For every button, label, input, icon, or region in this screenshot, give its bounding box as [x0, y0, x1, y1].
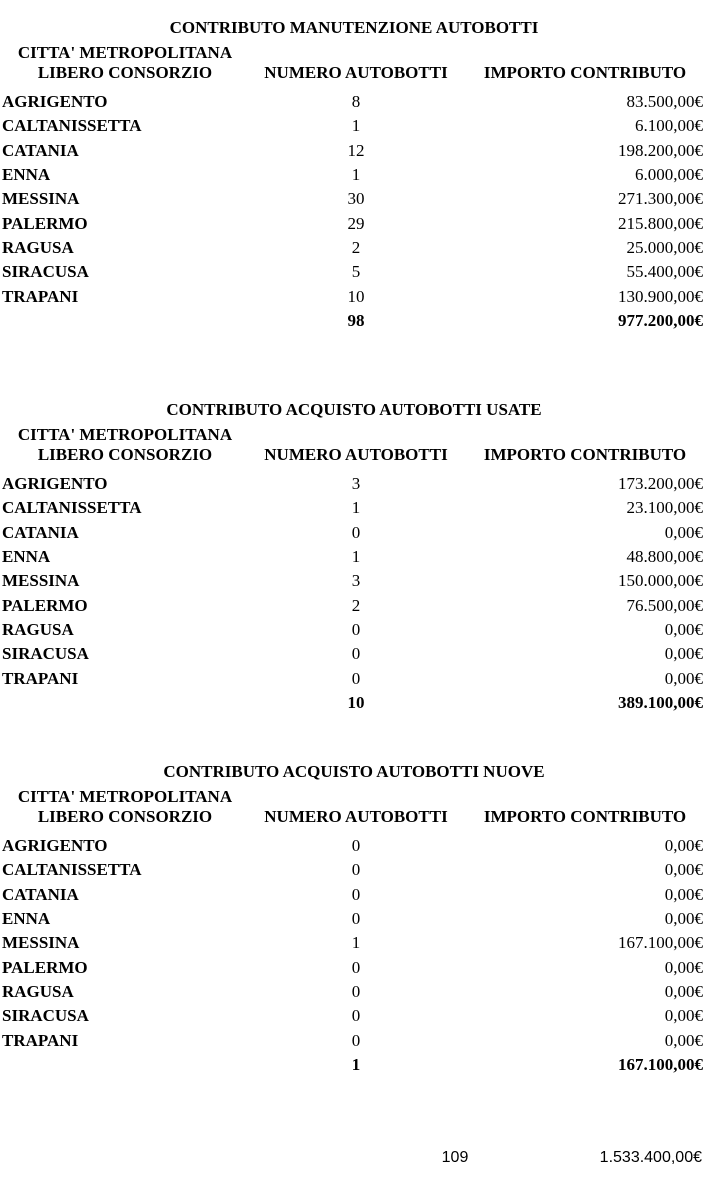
table-row	[0, 569, 708, 593]
row-amount-value: 0,00€	[664, 836, 703, 855]
row-city-label: CALTANISSETTA	[2, 116, 142, 136]
row-number-value: 0	[351, 981, 361, 1001]
row-city-label: SIRACUSA	[2, 262, 89, 282]
table-row	[0, 260, 708, 284]
total-amount-value: 389.100,00€	[618, 692, 703, 712]
row-amount-value: 0,00€	[664, 668, 703, 688]
table-row	[0, 187, 708, 211]
row-number-value: 0	[351, 522, 361, 542]
row-number-value: 3	[351, 474, 361, 493]
table-row	[0, 834, 708, 858]
table-body	[0, 90, 708, 333]
table-header-row	[0, 425, 708, 465]
row-city-label: MESSINA	[2, 571, 80, 591]
row-number-value: 0	[351, 644, 361, 664]
table-body	[0, 472, 708, 715]
row-city-label: PALERMO	[2, 957, 88, 977]
row-amount-value: 0,00€	[664, 981, 703, 1001]
table-row	[0, 139, 708, 163]
row-city-label: SIRACUSA	[2, 644, 89, 664]
row-amount-value: 25.000,00€	[626, 237, 703, 257]
table-header-row	[0, 787, 708, 827]
table-total-row	[0, 691, 708, 715]
column-header-entity-line2: LIBERO CONSORZIO	[37, 807, 213, 826]
row-number-value: 1	[351, 164, 361, 184]
total-amount-value: 167.100,00€	[618, 1054, 703, 1074]
row-number-value: 1	[351, 498, 361, 518]
table-row	[0, 931, 708, 955]
contribution-table	[0, 762, 708, 1077]
row-city-label: ENNA	[2, 908, 51, 928]
row-amount-value: 0,00€	[664, 644, 703, 664]
row-city-label: SIRACUSA	[2, 1006, 89, 1026]
row-amount-value: 173.200,00€	[618, 474, 703, 493]
row-number-value: 2	[351, 595, 361, 615]
row-city-label: TRAPANI	[2, 286, 79, 306]
total-row-spacer	[0, 1053, 250, 1077]
table-header-row	[0, 43, 708, 83]
table-row	[0, 114, 708, 138]
row-amount-value: 0,00€	[664, 884, 703, 904]
row-city-label: TRAPANI	[2, 668, 79, 688]
row-number-value: 1	[351, 546, 361, 566]
column-header-number: NUMERO AUTOBOTTI	[264, 63, 448, 82]
row-number-value: 5	[351, 262, 361, 282]
row-city-label: AGRIGENTO	[2, 92, 108, 111]
row-city-label: TRAPANI	[2, 1030, 79, 1050]
row-city-label: PALERMO	[2, 213, 88, 233]
row-amount-value: 0,00€	[664, 522, 703, 542]
row-city-label: CATANIA	[2, 140, 79, 160]
column-header-entity-line2: LIBERO CONSORZIO	[37, 63, 213, 82]
row-amount-value: 0,00€	[664, 908, 703, 928]
row-number-value: 0	[351, 884, 361, 904]
row-number-value: 3	[351, 571, 361, 591]
column-header-entity	[0, 787, 250, 827]
row-number-value: 0	[351, 860, 361, 880]
row-number-value: 1	[351, 116, 361, 136]
contribution-table	[0, 18, 708, 333]
row-city-label: ENNA	[2, 164, 51, 184]
table-row	[0, 594, 708, 618]
column-header-entity-line1: CITTA' METROPOLITANA	[17, 425, 233, 444]
row-amount-value: 150.000,00€	[618, 571, 703, 591]
row-number-value: 30	[347, 189, 365, 209]
table-row	[0, 1029, 708, 1053]
row-number-value: 0	[351, 957, 361, 977]
total-amount-value: 977.200,00€	[618, 310, 703, 330]
row-number-value: 10	[347, 286, 365, 306]
row-number-value: 0	[351, 1030, 361, 1050]
row-number-value: 0	[351, 668, 361, 688]
table-row	[0, 667, 708, 691]
row-amount-value: 271.300,00€	[618, 189, 703, 209]
table-row	[0, 285, 708, 309]
column-header-amount: IMPORTO CONTRIBUTO	[483, 807, 687, 826]
row-city-label: CALTANISSETTA	[2, 498, 142, 518]
row-amount-value: 0,00€	[664, 619, 703, 639]
row-number-value: 0	[351, 1006, 361, 1026]
table-row	[0, 883, 708, 907]
grand-total-amount: 1.533.400,00€	[599, 1149, 702, 1166]
table-title: CONTRIBUTO ACQUISTO AUTOBOTTI NUOVE	[163, 762, 545, 781]
column-header-number: NUMERO AUTOBOTTI	[264, 807, 448, 826]
table-row	[0, 956, 708, 980]
row-amount-value: 198.200,00€	[618, 140, 703, 160]
row-city-label: CATANIA	[2, 522, 79, 542]
row-city-label: RAGUSA	[2, 981, 74, 1001]
table-row	[0, 496, 708, 520]
column-header-entity-line2: LIBERO CONSORZIO	[37, 445, 213, 464]
row-amount-value: 0,00€	[664, 860, 703, 880]
table-body	[0, 834, 708, 1077]
table-row	[0, 907, 708, 931]
row-number-value: 12	[347, 140, 365, 160]
row-city-label: CATANIA	[2, 884, 79, 904]
row-amount-value: 83.500,00€	[626, 92, 703, 111]
contribution-table	[0, 400, 708, 715]
row-city-label: PALERMO	[2, 595, 88, 615]
total-row-spacer	[0, 309, 250, 333]
column-header-entity	[0, 425, 250, 465]
row-amount-value: 6.100,00€	[635, 116, 703, 136]
row-city-label: ENNA	[2, 546, 51, 566]
row-amount-value: 0,00€	[664, 957, 703, 977]
row-amount-value: 130.900,00€	[618, 286, 703, 306]
table-row	[0, 212, 708, 236]
table-total-row	[0, 1053, 708, 1077]
column-header-entity-line1: CITTA' METROPOLITANA	[17, 43, 233, 62]
table-row	[0, 642, 708, 666]
column-header-number: NUMERO AUTOBOTTI	[264, 445, 448, 464]
row-city-label: MESSINA	[2, 933, 80, 953]
row-amount-value: 167.100,00€	[618, 933, 703, 953]
table-row	[0, 980, 708, 1004]
column-header-entity	[0, 43, 250, 83]
total-number-value: 98	[347, 310, 365, 330]
table-total-row	[0, 309, 708, 333]
total-number-value: 1	[351, 1054, 361, 1074]
row-city-label: AGRIGENTO	[2, 474, 108, 493]
table-row	[0, 1004, 708, 1028]
row-city-label: AGRIGENTO	[2, 836, 108, 855]
table-row	[0, 163, 708, 187]
row-number-value: 8	[351, 92, 361, 111]
row-city-label: RAGUSA	[2, 237, 74, 257]
row-number-value: 29	[347, 213, 365, 233]
column-header-amount: IMPORTO CONTRIBUTO	[483, 63, 687, 82]
row-amount-value: 48.800,00€	[626, 546, 703, 566]
row-city-label: MESSINA	[2, 189, 80, 209]
row-amount-value: 6.000,00€	[635, 164, 703, 184]
grand-total-row	[0, 1146, 708, 1170]
row-amount-value: 0,00€	[664, 1030, 703, 1050]
table-row	[0, 90, 708, 114]
table-row	[0, 618, 708, 642]
row-number-value: 1	[351, 933, 361, 953]
row-amount-value: 23.100,00€	[626, 498, 703, 518]
column-header-entity-line1: CITTA' METROPOLITANA	[17, 787, 233, 806]
row-amount-value: 215.800,00€	[618, 213, 703, 233]
total-row-spacer	[0, 691, 250, 715]
grand-total-number: 109	[441, 1149, 469, 1166]
table-title: CONTRIBUTO ACQUISTO AUTOBOTTI USATE	[166, 400, 542, 419]
column-header-amount: IMPORTO CONTRIBUTO	[483, 445, 687, 464]
row-amount-value: 76.500,00€	[626, 595, 703, 615]
row-city-label: CALTANISSETTA	[2, 860, 142, 880]
row-number-value: 0	[351, 908, 361, 928]
table-title: CONTRIBUTO MANUTENZIONE AUTOBOTTI	[169, 18, 539, 37]
table-row	[0, 472, 708, 496]
table-row	[0, 545, 708, 569]
row-number-value: 0	[351, 836, 361, 855]
row-number-value: 0	[351, 619, 361, 639]
table-row	[0, 858, 708, 882]
row-city-label: RAGUSA	[2, 619, 74, 639]
row-amount-value: 0,00€	[664, 1006, 703, 1026]
total-number-value: 10	[347, 692, 365, 712]
row-number-value: 2	[351, 237, 361, 257]
table-row	[0, 236, 708, 260]
row-amount-value: 55.400,00€	[626, 262, 703, 282]
table-row	[0, 521, 708, 545]
